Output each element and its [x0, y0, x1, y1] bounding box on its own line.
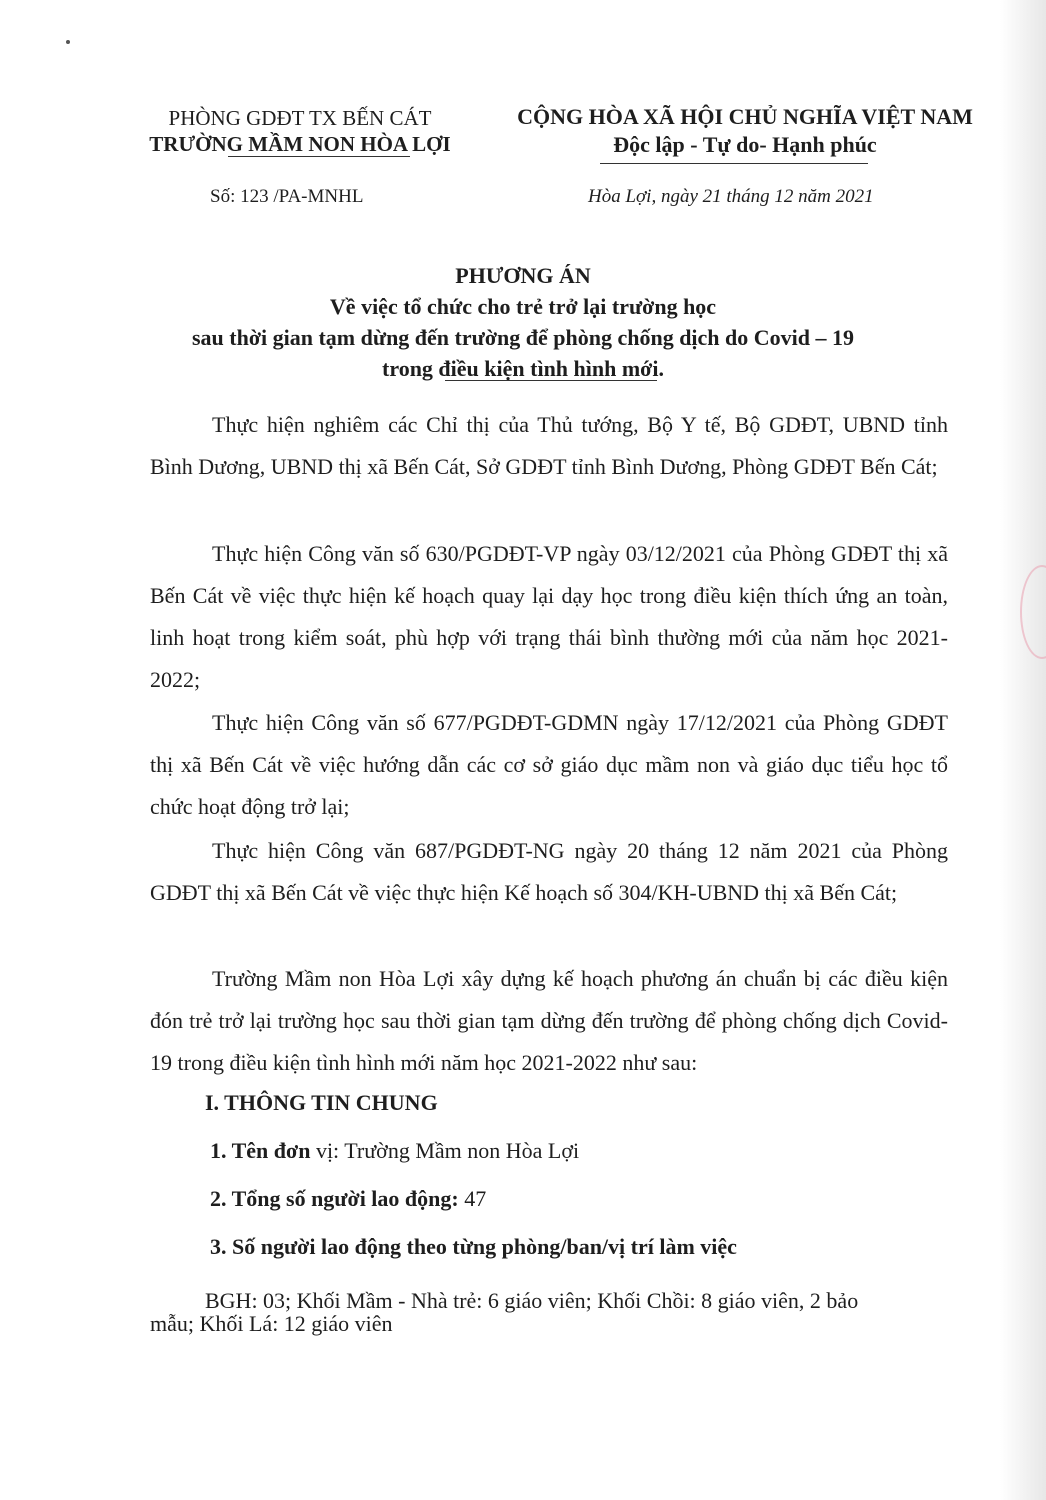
- title-subtitle-3: trong điều kiện tình hình mới.: [382, 356, 664, 381]
- item-2-value: 47: [458, 1186, 487, 1211]
- document-title: [0, 260, 1046, 384]
- paragraph-4: Thực hiện Công văn 687/PGDĐT-NG ngày 20 tháng 12 năm 2021 của Phòng GDĐT thị xã Bến Cát về việc thực hiện Kế hoạch số 304/KH-UBND thị xã Bến Cát;: [150, 838, 948, 905]
- nation-line-2: Độc lập - Tự do- Hạnh phúc: [613, 132, 877, 157]
- item-2-label: 2. Tổng số người lao động:: [210, 1186, 459, 1211]
- title-subtitle-1: Về việc tổ chức cho trẻ trở lại trường học: [329, 294, 717, 319]
- item-1-value: vị: Trường Mầm non Hòa Lợi: [310, 1138, 580, 1163]
- item-1: [210, 1138, 579, 1164]
- title-underline: [445, 380, 657, 381]
- scan-speck: [66, 40, 70, 44]
- document-number: Số: 123 /PA-MNHL: [210, 186, 364, 207]
- issuing-organization: [130, 105, 470, 157]
- national-heading: [495, 103, 995, 159]
- item-2: [210, 1186, 486, 1212]
- motto-underline: [600, 163, 868, 164]
- paragraph-1: Thực hiện nghiêm các Chỉ thị của Thủ tướng, Bộ Y tế, Bộ GDĐT, UBND tỉnh Bình Dương, UBND thị xã Bến Cát, Sở GDĐT tỉnh Bình Dương, Phòng GDĐT Bến Cát;: [150, 412, 948, 479]
- title-heading: PHƯƠNG ÁN: [455, 263, 591, 288]
- staff-line-2: mẫu; Khối Lá: 12 giáo viên: [150, 1311, 393, 1336]
- item-1-label: 1. Tên đơn: [210, 1138, 311, 1163]
- section-heading: I. THÔNG TIN CHUNG: [205, 1090, 438, 1115]
- page-edge-shadow: [1000, 0, 1046, 1500]
- org-underline: [228, 156, 410, 157]
- nation-line-1: CỘNG HÒA XÃ HỘI CHỦ NGHĨA VIỆT NAM: [517, 104, 973, 129]
- title-subtitle-2: sau thời gian tạm dừng đến trường để phòng chống dịch do Covid – 19: [191, 325, 855, 350]
- paragraph-5: Trường Mầm non Hòa Lợi xây dựng kế hoạch phương án chuẩn bị các điều kiện đón trẻ trở lại trường học sau thời gian tạm dừng đến trường để phòng chống dịch Covid-19 trong điều kiện tình hình mới năm học 2021-2022 như sau:: [150, 966, 948, 1075]
- staff-line-1: BGH: 03; Khối Mầm - Nhà trẻ: 6 giáo viên; Khối Chồi: 8 giáo viên, 2 bảo: [205, 1288, 859, 1313]
- org-line-2: TRƯỜNG MẦM NON HÒA LỢI: [149, 132, 451, 156]
- item-3: 3. Số người lao động theo từng phòng/ban/vị trí làm việc: [210, 1234, 737, 1259]
- place-date: Hòa Lợi, ngày 21 tháng 12 năm 2021: [588, 186, 874, 207]
- paragraph-3: Thực hiện Công văn số 677/PGDĐT-GDMN ngày 17/12/2021 của Phòng GDĐT thị xã Bến Cát về việc hướng dẫn các cơ sở giáo dục mầm non và giáo dục tiểu học tổ chức hoạt động trở lại;: [150, 710, 948, 819]
- org-line-1: PHÒNG GDĐT TX BẾN CÁT: [168, 106, 432, 130]
- paragraph-2: Thực hiện Công văn số 630/PGDĐT-VP ngày 03/12/2021 của Phòng GDĐT thị xã Bến Cát về việc thực hiện kế hoạch quay lại dạy học trong điều kiện thích ứng an toàn, linh hoạt trong kiểm soát, phù hợp với trạng thái bình thường mới của năm học 2021-2022;: [150, 541, 948, 692]
